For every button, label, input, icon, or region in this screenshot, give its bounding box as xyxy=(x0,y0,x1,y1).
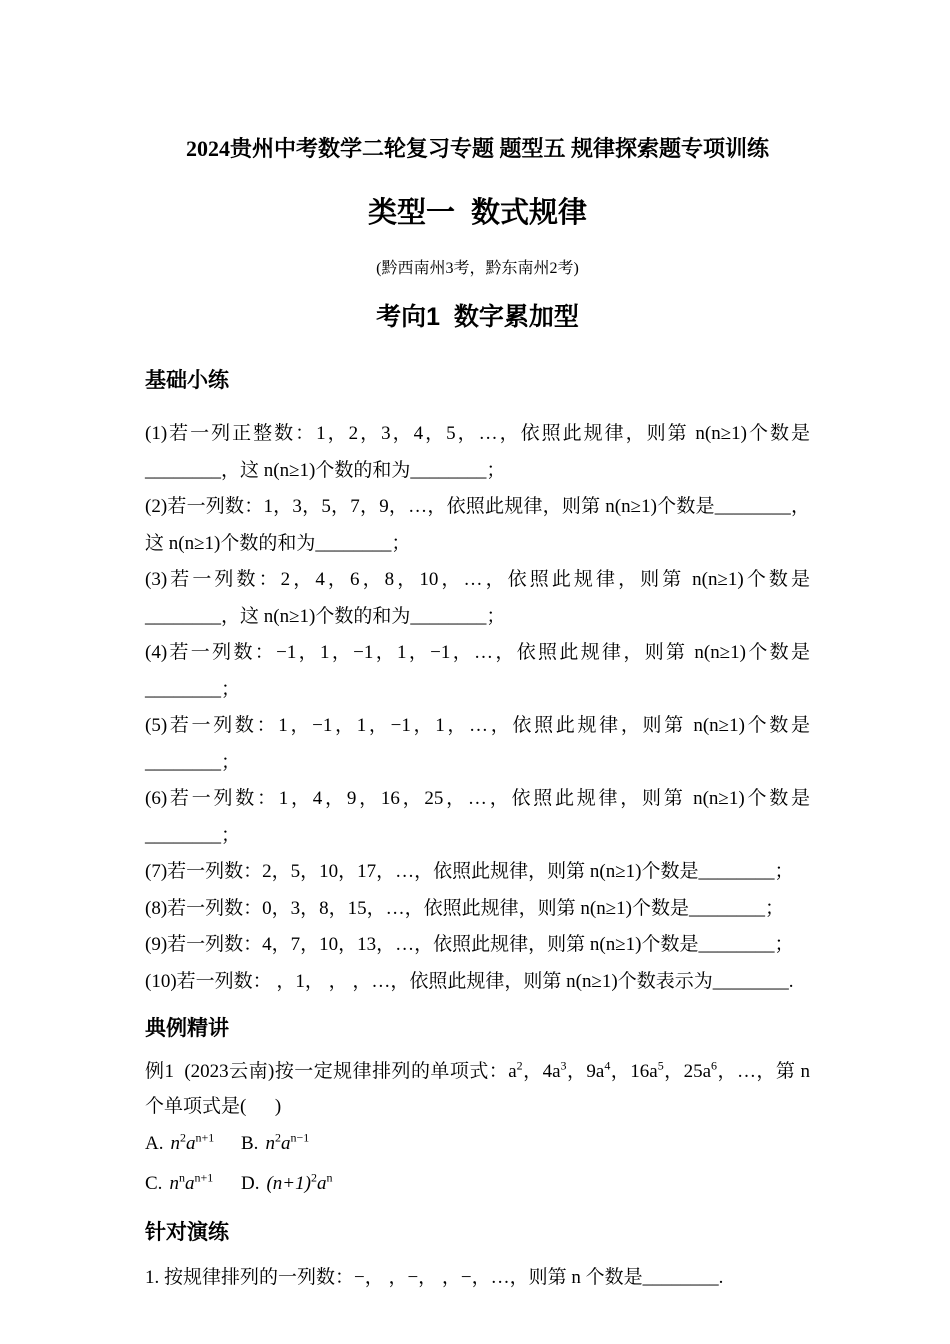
exponent: 2 xyxy=(274,1130,281,1145)
option-b xyxy=(241,1124,810,1164)
type-heading: 类型一 数式规律 xyxy=(367,197,588,229)
targeted-practice-item-1: 1. 按规律排列的一列数：−， ，−， ，−，…，则第 n 个数是________. xyxy=(145,1267,724,1288)
exponent: 2 xyxy=(516,1058,523,1073)
exponent: n xyxy=(326,1170,333,1185)
option-formula-base: a xyxy=(280,1133,291,1154)
exponent: n+1 xyxy=(195,1130,215,1145)
practice-item-3: (3)若一列数：2，4，6，8，10，…，依照此规律，则第 n(n≥1)个数是________，这 n(n≥1)个数的和为________； xyxy=(145,569,810,627)
practice-item-6: (6)若一列数：1，4，9，16，25，…，依照此规律，则第 n(n≥1)个数是________； xyxy=(145,788,810,846)
exponent: 4 xyxy=(604,1058,611,1073)
exponent: 2 xyxy=(179,1130,186,1145)
option-label: D. xyxy=(241,1173,260,1194)
exam-frequency-note: (黔西南州3考，黔东南州2考) xyxy=(376,260,579,277)
practice-item-9: (9)若一列数：4，7，10，13，…，依照此规律，则第 n(n≥1)个数是________； xyxy=(145,934,794,955)
option-formula-base: a xyxy=(184,1173,195,1194)
option-formula-base: (n+1) xyxy=(266,1173,311,1194)
problem-segment: ，…，第 n 个单项式是( ) xyxy=(145,1061,815,1117)
exponent: 6 xyxy=(711,1058,718,1073)
problem-segment: ，16a xyxy=(610,1061,658,1082)
option-formula-base: a xyxy=(316,1173,327,1194)
practice-item-10: (10)若一列数： ，1， ， ，…，依照此规律，则第 n(n≥1)个数表示为________. xyxy=(145,970,794,992)
exponent: n−1 xyxy=(290,1130,310,1145)
practice-item-1: (1)若一列正整数：1，2，3，4，5，…，依照此规律，则第 n(n≥1)个数是________，这 n(n≥1)个数的和为________； xyxy=(145,423,810,481)
practice-item-7: (7)若一列数：2，5，10，17，…，依照此规律，则第 n(n≥1)个数是________； xyxy=(145,861,794,882)
option-formula-base: n xyxy=(170,1133,180,1154)
option-formula-base: n xyxy=(169,1173,179,1194)
exponent: 2 xyxy=(310,1170,317,1185)
focus-heading: 考向1 数字累加型 xyxy=(376,303,579,331)
option-formula-base: a xyxy=(185,1133,196,1154)
problem-segment: ，9a xyxy=(566,1061,605,1082)
option-a xyxy=(145,1124,241,1164)
option-c xyxy=(145,1164,241,1204)
option-label: A. xyxy=(145,1133,164,1154)
problem-segment: ，4a xyxy=(522,1061,561,1082)
practice-item-5: (5)若一列数：1，−1，1，−1，1，…，依照此规律，则第 n(n≥1)个数是________； xyxy=(145,715,810,773)
exponent: 3 xyxy=(560,1058,567,1073)
exponent: 5 xyxy=(657,1058,664,1073)
option-d xyxy=(241,1164,810,1204)
document-title: 2024贵州中考数学二轮复习专题 题型五 规律探索题专项训练 xyxy=(185,136,769,161)
problem-segment: 例1 (2023云南)按一定规律排列的单项式：a xyxy=(145,1061,517,1082)
practice-item-4: (4)若一列数：−1，1，−1，1，−1，…，依照此规律，则第 n(n≥1)个数是________； xyxy=(145,642,810,700)
basic-practice-items xyxy=(145,416,810,1000)
targeted-practice-items xyxy=(145,1260,810,1296)
option-label: B. xyxy=(241,1133,259,1154)
targeted-practice-heading: 针对演练 xyxy=(145,1221,229,1244)
exponent: n xyxy=(178,1170,185,1185)
example-problem xyxy=(145,1054,815,1124)
example-options xyxy=(145,1124,810,1204)
problem-segment: ，25a xyxy=(663,1061,712,1082)
practice-item-2: (2)若一列数：1，3，5，7，9，…，依照此规律，则第 n(n≥1)个数是________，这 n(n≥1)个数的和为________； xyxy=(145,496,810,554)
example-section-heading: 典例精讲 xyxy=(145,1017,229,1040)
practice-item-8: (8)若一列数：0，3，8，15，…，依照此规律，则第 n(n≥1)个数是________； xyxy=(145,897,784,919)
exponent: n+1 xyxy=(194,1170,214,1185)
option-label: C. xyxy=(145,1173,163,1194)
basic-practice-heading: 基础小练 xyxy=(145,369,229,392)
option-formula-base: n xyxy=(265,1133,275,1154)
